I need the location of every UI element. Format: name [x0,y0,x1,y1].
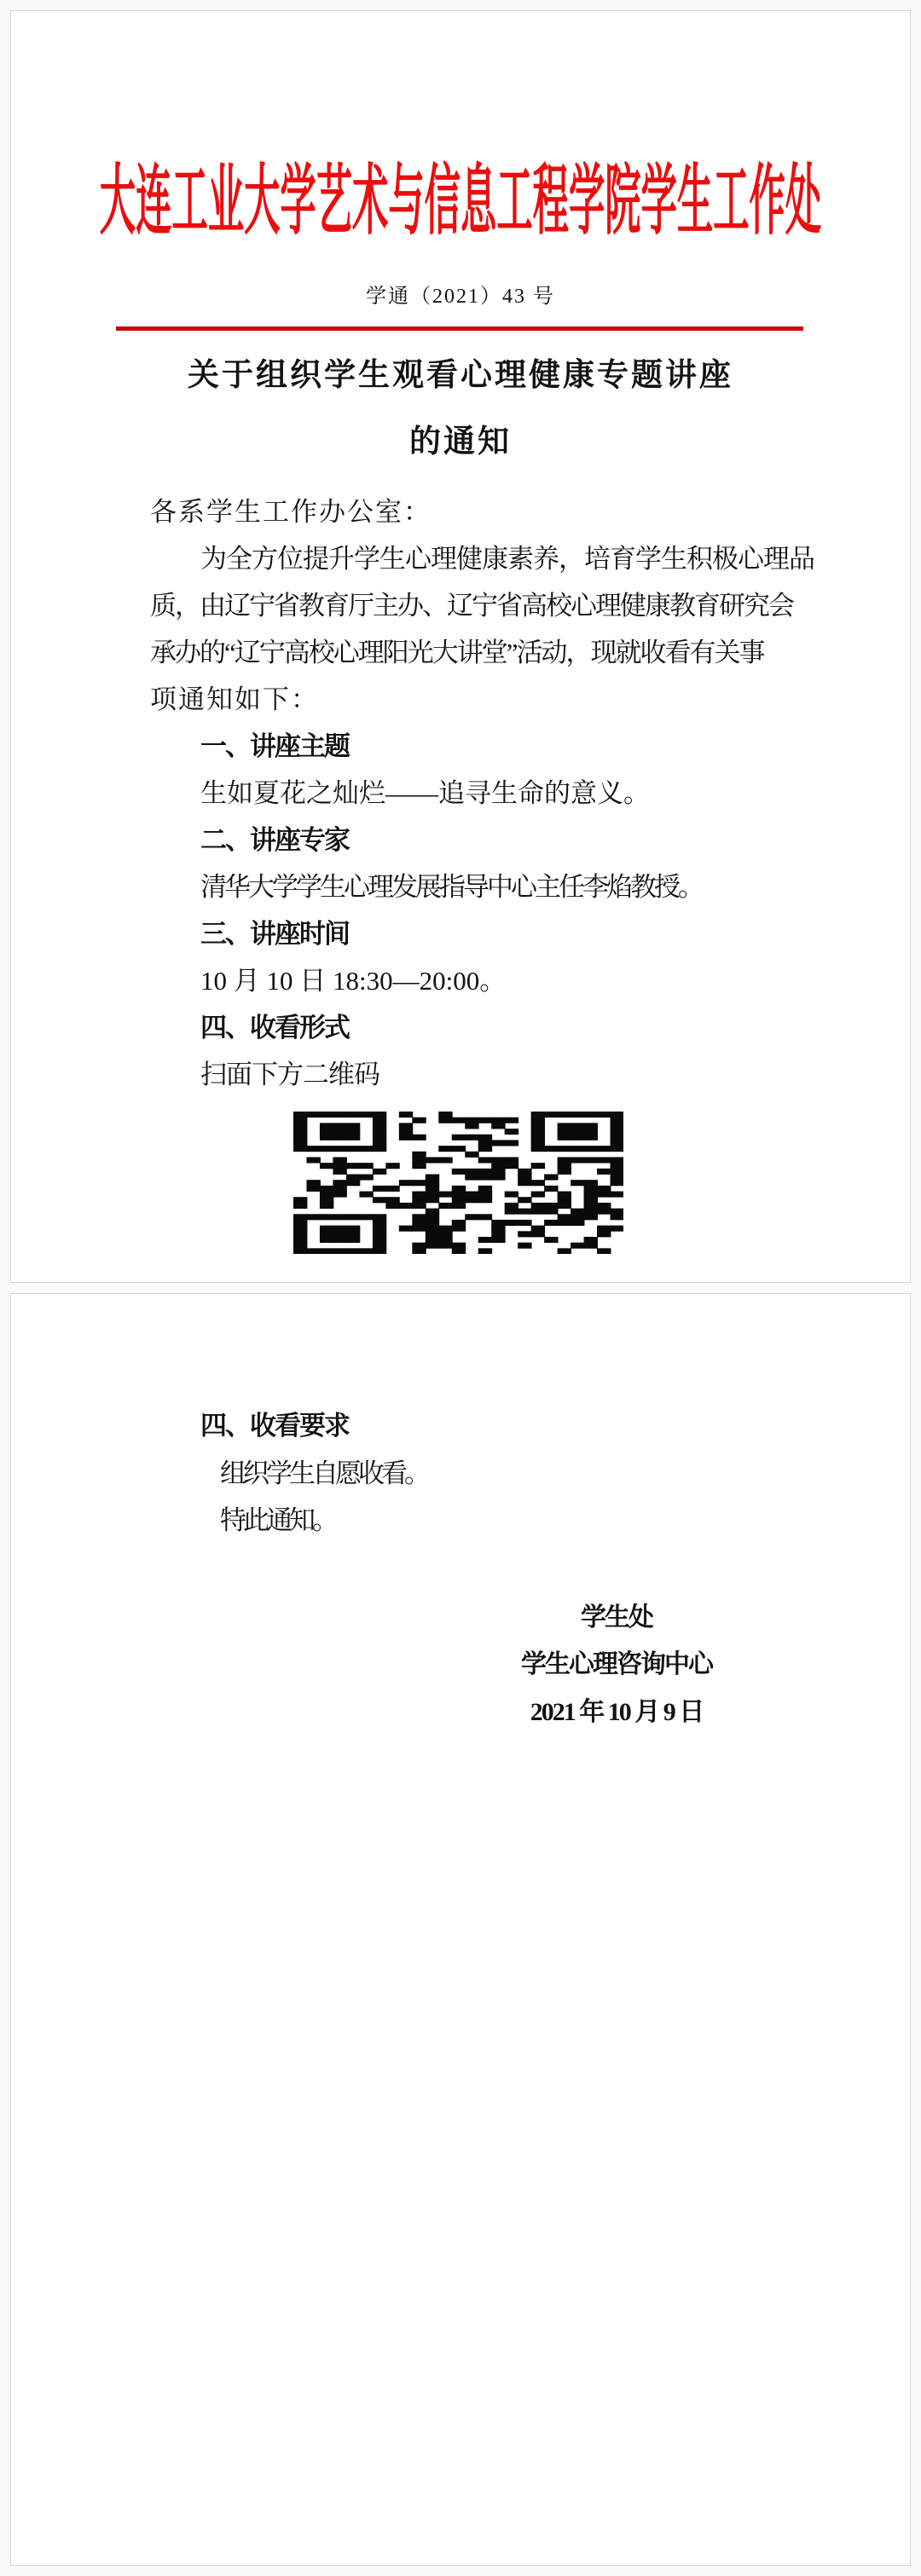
document-title-line2: 的通知 [409,425,512,459]
closing-line: 特此通知。 [220,1505,335,1535]
document-title-line1: 关于组织学生观看心理健康专题讲座 [188,358,733,393]
section-2-heading: 二、讲座专家 [200,825,349,855]
section-2-body: 清华大学学生心理发展指导中心主任李焰教授。 [200,872,702,902]
issue-number: 学通（2021）43 号 [366,286,555,308]
salutation: 各系学生工作办公室： [150,497,432,527]
intro-line-3: 承办的“辽宁高校心理阳光大讲堂”活动，现就收看有关事 [150,638,764,667]
signature-department: 学生处 [581,1603,652,1632]
qr-code [293,1112,623,1254]
section-1-heading: 一、讲座主题 [200,731,349,761]
section-5-heading: 四、收看要求 [200,1411,349,1441]
section-1-body: 生如夏花之灿烂——追寻生命的意义。 [200,778,650,808]
intro-line-1: 为全方位提升学生心理健康素养，培育学生积极心理品 [200,544,814,574]
section-3-heading: 三、讲座时间 [200,919,349,949]
requirement-line: 组织学生自愿收看。 [220,1458,427,1488]
signature-center: 学生心理咨询中心 [521,1650,712,1678]
red-divider-rule [116,326,803,331]
document-page-2 [10,1293,911,2566]
section-4-body: 扫面下方二维码 [200,1060,379,1089]
intro-line-4: 项通知如下： [150,684,319,714]
intro-line-2: 质，由辽宁省教育厅主办、辽宁省高校心理健康教育研究会 [150,591,793,621]
letterhead-title: 大连工业大学艺术与信息工程学院学生工作处 [99,159,822,244]
section-4-heading: 四、收看形式 [200,1013,349,1043]
signature-date: 2021 年 10 月 9 日 [530,1698,704,1726]
qr-code-image [293,1112,623,1254]
document-page-1 [10,10,911,1283]
section-3-body: 10 月 10 日 18:30—20:00。 [200,966,507,996]
